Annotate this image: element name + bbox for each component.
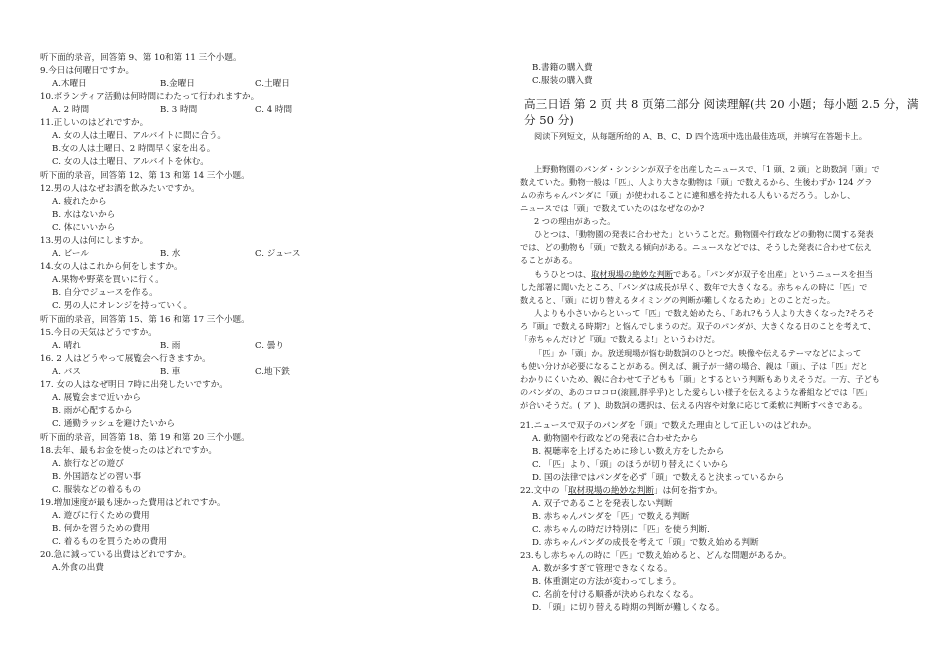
listening-line-8: C. 4 時間 <box>255 105 293 115</box>
underlined-phrase: 取材現場の絶妙な判断 <box>591 269 674 279</box>
passage-line-18: が合いそうだ。( ア )、助数詞の選択は、伝える内容や対象に応じて柔軟に判断すべきである。 <box>520 400 868 410</box>
listening-line-45: A. 遊びに行くための費用 <box>52 511 150 521</box>
listening-line-30: C. 曇り <box>255 341 284 351</box>
listening-line-24: B. 自分でジュースを作る。 <box>52 288 158 298</box>
passage-line-16: わかりにくいため、親に合わせて子どもも「頭」とするという判断もありえそうだ。一方、子ども <box>520 374 880 384</box>
listening-line-3: B.金曜日 <box>160 79 195 89</box>
listening-line-38: C. 通勤ラッシュを避けたいから <box>52 419 176 429</box>
listening-line-11: B.女の人は土曜日、2 時間早く家を出る。 <box>52 144 216 154</box>
listening-line-40: 18.去年、最もお金を使ったのはどれですか。 <box>40 446 217 456</box>
section-header-line2: 分 50 分) <box>524 113 574 127</box>
question-line-8: C. 赤ちゃんの時だけ特別に「匹」を使う判断. <box>532 525 710 535</box>
listening-line-12: C. 女の人は土曜日、アルバイトを休む。 <box>52 157 209 167</box>
listening-line-27: 15.今日の天気はどうですか。 <box>40 328 157 338</box>
listening-line-31: 16. 2 人はどうやって展覧会へ行きますか。 <box>40 354 211 364</box>
question-line-5: 22.文中の「取材現場の絶妙な判断」は何を指すか。 <box>520 486 723 496</box>
section-header-line1: 高三日语 第 2 页 共 8 页第二部分 阅读理解(共 20 小题；每小题 2.5 分，满 <box>524 97 919 111</box>
listening-line-9: 11.正しいのはどれですか。 <box>40 118 149 128</box>
listening-line-28: A. 晴れ <box>52 341 81 351</box>
listening-line-33: B. 車 <box>160 367 181 377</box>
option-line-1: C.服装の購入費 <box>532 76 593 86</box>
underlined-phrase: 取材現場の絶妙な判断 <box>568 486 654 496</box>
reading-instruction: 阅读下列短文，从每题所给的 A、B、C、D 四个选项中选出最佳选项，并填写在答题卡上。 <box>534 131 867 141</box>
listening-line-6: A. 2 時間 <box>52 105 90 115</box>
listening-line-34: C.地下鉄 <box>255 367 290 377</box>
passage-line-12: ろ『頭』で数える時期?」と悩んでしまうのだ。双子のパンダが、大きくなる日のことを考えて、 <box>520 321 876 331</box>
passage-line-1: 数えていた。動物一般は「匹」、人より大きな動物は「頭」で数えるから、生後わずか 124 グラ <box>520 177 873 187</box>
passage-line-9: した部署に聞いたところ、「パンダは成長が早く、数年で大きくなる。赤ちゃんの時に「匹」で <box>520 282 868 292</box>
listening-line-17: C. 体にいいから <box>52 223 116 233</box>
question-line-10: 23.もし赤ちゃんの時に「匹」で数え始めると、どんな問題があるか。 <box>520 551 792 561</box>
passage-line-4: 2 つの理由があった。 <box>534 216 616 226</box>
passage-line-3: ニュースでは「頭」で数えていたのはなぜなのか? <box>520 203 705 213</box>
listening-line-4: C.土曜日 <box>255 79 290 89</box>
listening-line-14: 12.男の人はなぜお酒を飲みたいですか。 <box>40 184 200 194</box>
listening-line-21: C. ジュース <box>255 249 301 259</box>
listening-line-41: A. 旅行などの遊び <box>52 459 124 469</box>
listening-line-23: A.果物や野菜を買いに行く。 <box>52 275 164 285</box>
listening-line-19: A. ビール <box>52 249 89 259</box>
passage-line-2: ムの赤ちゃんパンダに「頭」が使われることに違和感を持たれる人もいるだろう。しかし、 <box>520 190 856 200</box>
listening-line-37: B. 雨が心配するから <box>52 406 133 416</box>
passage-line-17: のパンダの、あのコロコロ(滚圆,胖乎乎)とした愛らしい様子を伝えるような番組などでは「匹」 <box>520 387 873 397</box>
listening-line-10: A. 女の人は土曜日、アルバイトに間に合う。 <box>52 131 227 141</box>
listening-line-47: C. 着るものを買うための費用 <box>52 537 167 547</box>
listening-line-44: 19.増加速度が最も速かった費用はどれですか。 <box>40 498 226 508</box>
listening-line-0: 听下面的录音，回答第 9、第 10和第 11 三个小题。 <box>40 53 242 63</box>
question-line-9: D. 赤ちゃんパンダの成長を考えて「頭」で数え始める判断 <box>532 538 759 548</box>
passage-line-10: 数えると、「頭」に切り替えるタイミングの判断が難しくなるため」とのことだった。 <box>520 295 835 305</box>
passage-line-14: 「匹」か「頭」か。放送現場が悩む助数詞のひとつだ。映像や伝えるテーマなどによって <box>534 348 862 358</box>
question-line-14: D. 「頭」に切り替える時期の判断が難しくなる。 <box>532 603 725 613</box>
question-line-4: D. 国の法律ではパンダを必ず「頭」で数えると決まっているから <box>532 473 785 483</box>
listening-line-25: C. 男の人にオレンジを持っていく。 <box>52 301 193 311</box>
passage-line-5: ひとつは、「動物園の発表に合わせた」ということだ。動物園や行政などの動物に関する発表 <box>534 229 874 239</box>
listening-line-1: 9.今日は何曜日ですか。 <box>40 66 135 76</box>
listening-line-36: A. 展覧会まで近いから <box>52 393 142 403</box>
listening-line-22: 14.女の人はこれから何をしますか。 <box>40 262 183 272</box>
listening-line-49: A.外食の出費 <box>52 563 104 573</box>
listening-line-42: B. 外国語などの習い事 <box>52 472 142 482</box>
passage-line-11: 人よりも小さいからといって「匹」で数え始めたら、「あれ?もう人より大きくなった?そろそ <box>534 308 875 318</box>
listening-line-48: 20.急に減っている出費はどれですか。 <box>40 550 192 560</box>
question-line-13: C. 名前を付ける順番が決められなくなる。 <box>532 590 699 600</box>
passage-line-0: 上野動物園のパンダ・シンシンが双子を出産したニュースで、「1 頭、2 頭」と助数詞「頭」で <box>534 164 880 174</box>
listening-line-46: B. 何かを習うための費用 <box>52 524 150 534</box>
question-line-12: B. 体重測定の方法が変わってしまう。 <box>532 577 682 587</box>
listening-line-35: 17. 女の人はなぜ明日 7時に出発したいですか。 <box>40 380 228 390</box>
option-line-0: B.書籍の購入費 <box>532 63 593 73</box>
question-line-6: A. 双子であることを発表しない判断 <box>532 499 673 509</box>
listening-line-26: 听下面的录音，回答第 15、第 16 和第 17 三个小题。 <box>40 315 250 325</box>
question-line-3: C. 「匹」より、「頭」のほうが切り替えにくいから <box>532 460 729 470</box>
listening-line-29: B. 雨 <box>160 341 181 351</box>
listening-line-16: B. 水はないから <box>52 210 116 220</box>
listening-line-15: A. 疲れたから <box>52 197 107 207</box>
question-line-2: B. 視聴率を上げるために珍しい数え方をしたから <box>532 447 725 457</box>
listening-line-7: B. 3 時間 <box>160 105 198 115</box>
passage-line-8: もうひとつは、取材現場の絶妙な判断である。「パンダが双子を出産」というニュースを担当 <box>534 269 873 279</box>
listening-line-18: 13.男の人は何にしますか。 <box>40 236 149 246</box>
passage-line-6: では、どの動物も「頭」で数える傾向がある。ニュースなどでは、そうした発表に合わせて伝え <box>520 242 872 252</box>
listening-line-5: 10.ボランティア活動は何時間にわたって行われますか。 <box>40 92 260 102</box>
listening-line-2: A.木曜日 <box>52 79 87 89</box>
question-line-11: A. 数が多すぎて管理できなくなる。 <box>532 564 673 574</box>
listening-line-13: 听下面的录音，回答第 12、第 13 和第 14 三个小题。 <box>40 171 250 181</box>
question-line-0: 21.ニュースで双子のパンダを「頭」で数えた理由として正しいのはどれか。 <box>520 421 817 431</box>
passage-line-13: 「赤ちゃんだけど『頭』で数えるよ!」というわけだ。 <box>520 334 720 344</box>
listening-line-32: A. バス <box>52 367 81 377</box>
question-line-7: B. 赤ちゃんパンダを「匹」で数える判断 <box>532 512 690 522</box>
passage-line-7: ることがある。 <box>520 255 578 265</box>
listening-line-39: 听下面的录音，回答第 18、第 19 和第 20 三个小题。 <box>40 433 250 443</box>
question-line-1: A. 動物園や行政などの発表に合わせたから <box>532 434 699 444</box>
listening-line-20: B. 水 <box>160 249 181 259</box>
passage-line-15: も使い分けが必要になることがある。例えば、親子が一緒の場合、親は「頭」、子は「匹」だと <box>520 361 868 371</box>
listening-line-43: C. 服装などの着るもの <box>52 485 142 495</box>
